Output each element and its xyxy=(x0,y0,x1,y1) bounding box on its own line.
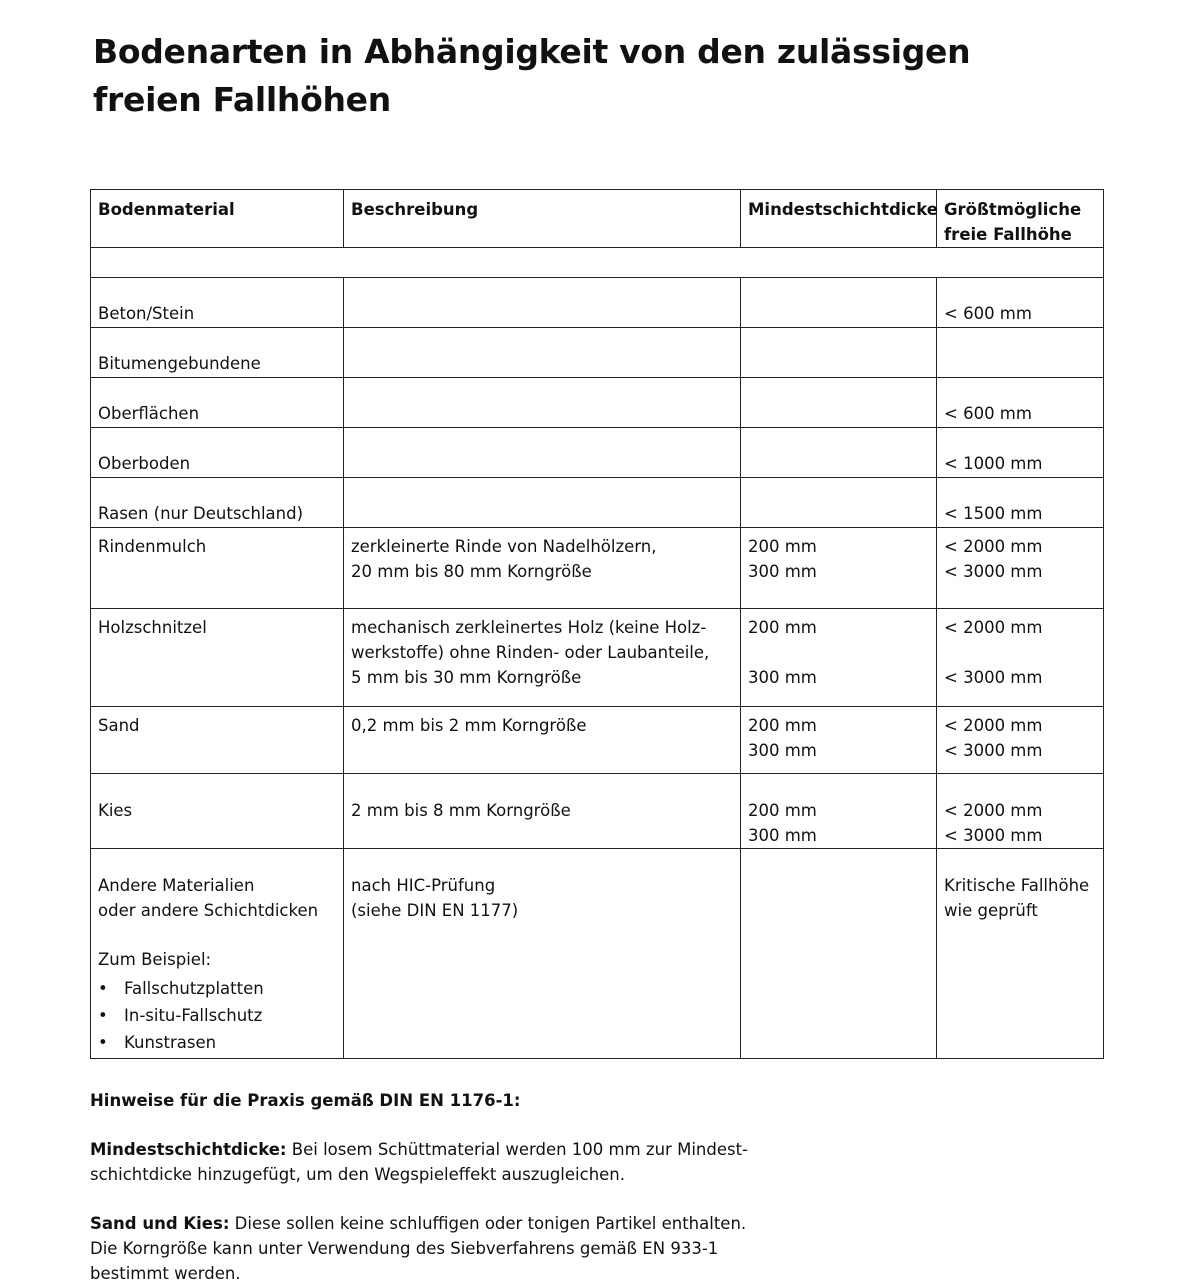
thickness-cell xyxy=(741,278,937,328)
header-max-height-line-2: freie Fallhöhe xyxy=(944,225,1072,244)
material-cell: Oberboden xyxy=(91,428,344,478)
line-gap xyxy=(748,640,929,665)
thickness-value: 300 mm xyxy=(748,562,817,581)
thickness-cell xyxy=(741,609,937,707)
max-height-cell xyxy=(937,328,1104,378)
height-value: < 2000 mm xyxy=(944,801,1043,820)
bullet-icon: • xyxy=(98,979,108,998)
height-value: < 2000 mm xyxy=(944,537,1043,556)
thickness-cell xyxy=(741,774,937,849)
max-height-cell xyxy=(937,707,1104,774)
description-line: nach HIC-Prüfung xyxy=(351,876,496,895)
height-value: < 2000 mm xyxy=(944,618,1043,637)
description-line: (siehe DIN EN 1177) xyxy=(351,901,519,920)
header-description: Beschreibung xyxy=(344,190,741,248)
max-height-cell: < 1500 mm xyxy=(937,478,1104,528)
material-line: oder andere Schichtdicken xyxy=(98,901,319,920)
max-height-cell: < 600 mm xyxy=(937,378,1104,428)
thickness-value: 200 mm xyxy=(748,618,817,637)
note-text: bestimmt werden. xyxy=(90,1264,241,1283)
thickness-cell xyxy=(741,528,937,609)
description-cell xyxy=(344,278,741,328)
example-text: In-situ-Fallschutz xyxy=(124,1006,263,1025)
table-spacer-row xyxy=(91,248,1104,278)
thickness-value: 300 mm xyxy=(748,826,817,845)
note-label: Mindestschichtdicke: xyxy=(90,1140,287,1159)
description-line: werkstoffe) ohne Rinden- oder Laubanteile, xyxy=(351,643,710,662)
max-height-cell xyxy=(937,528,1104,609)
header-material: Bodenmaterial xyxy=(91,190,344,248)
list-item xyxy=(98,1029,336,1056)
list-item xyxy=(98,975,336,1002)
notes-heading: Hinweise für die Praxis gemäß DIN EN 1176-1: xyxy=(90,1091,521,1110)
example-text: Fallschutzplatten xyxy=(124,979,264,998)
material-cell: Beton/Stein xyxy=(91,278,344,328)
title-line-2: freien Fallhöhen xyxy=(93,80,391,119)
note-text: Die Korngröße kann unter Verwendung des Siebverfahrens gemäß EN 933-1 xyxy=(90,1239,719,1258)
material-cell: Kies xyxy=(91,774,344,849)
description-line: 20 mm bis 80 mm Korngröße xyxy=(351,562,592,581)
thickness-value: 200 mm xyxy=(748,801,817,820)
description-line: 5 mm bis 30 mm Korngröße xyxy=(351,668,582,687)
thickness-cell xyxy=(741,849,937,1059)
material-cell xyxy=(91,849,344,1059)
max-height-cell: < 600 mm xyxy=(937,278,1104,328)
spacer-cell xyxy=(91,248,1104,278)
bullet-icon: • xyxy=(98,1033,108,1052)
table-row xyxy=(91,378,1104,428)
header-max-height-line-1: Größtmögliche xyxy=(944,200,1082,219)
material-line: Andere Materialien xyxy=(98,876,255,895)
table-row xyxy=(91,849,1104,1059)
note-min-thickness xyxy=(90,1137,790,1187)
height-value: < 3000 mm xyxy=(944,826,1043,845)
height-value: < 3000 mm xyxy=(944,562,1043,581)
surface-materials-table xyxy=(90,189,1104,1059)
title-line-1: Bodenarten in Abhängigkeit von den zulässigen xyxy=(93,32,971,71)
page-title xyxy=(93,28,1093,124)
bullet-icon: • xyxy=(98,1006,108,1025)
thickness-cell xyxy=(741,328,937,378)
note-text: schichtdicke hinzugefügt, um den Wegspieleffekt auszugleichen. xyxy=(90,1165,626,1184)
example-list xyxy=(98,975,336,1056)
thickness-cell xyxy=(741,378,937,428)
max-height-cell: < 1000 mm xyxy=(937,428,1104,478)
note-label: Sand und Kies: xyxy=(90,1214,230,1233)
height-value: < 2000 mm xyxy=(944,716,1043,735)
thickness-value: 300 mm xyxy=(748,741,817,760)
description-cell xyxy=(344,328,741,378)
description-line: zerkleinerte Rinde von Nadelhölzern, xyxy=(351,537,657,556)
table-row xyxy=(91,528,1104,609)
table-row xyxy=(91,428,1104,478)
table-row xyxy=(91,478,1104,528)
material-cell: Sand xyxy=(91,707,344,774)
thickness-cell xyxy=(741,428,937,478)
note-sand-kies xyxy=(90,1211,790,1286)
description-cell xyxy=(344,378,741,428)
description-cell xyxy=(344,609,741,707)
table-row xyxy=(91,278,1104,328)
description-line: mechanisch zerkleinertes Holz (keine Holz- xyxy=(351,618,707,637)
description-cell xyxy=(344,528,741,609)
description-cell: 2 mm bis 8 mm Korngröße xyxy=(344,774,741,849)
description-cell xyxy=(344,849,741,1059)
table-row xyxy=(91,707,1104,774)
header-max-height xyxy=(937,190,1104,248)
header-min-thickness: Mindestschichtdicke xyxy=(741,190,937,248)
material-cell: Rindenmulch xyxy=(91,528,344,609)
description-cell xyxy=(344,428,741,478)
height-value: < 3000 mm xyxy=(944,741,1043,760)
thickness-value: 200 mm xyxy=(748,537,817,556)
thickness-value: 200 mm xyxy=(748,716,817,735)
list-item xyxy=(98,1002,336,1029)
table-row xyxy=(91,609,1104,707)
description-cell xyxy=(344,478,741,528)
description-cell: 0,2 mm bis 2 mm Korngröße xyxy=(344,707,741,774)
height-line: wie geprüft xyxy=(944,901,1038,920)
height-line: Kritische Fallhöhe xyxy=(944,876,1090,895)
material-cell: Rasen (nur Deutschland) xyxy=(91,478,344,528)
material-cell: Holzschnitzel xyxy=(91,609,344,707)
height-value: < 3000 mm xyxy=(944,668,1043,687)
table-row xyxy=(91,328,1104,378)
note-text: Diese sollen keine schluffigen oder tonigen Partikel enthalten. xyxy=(229,1214,747,1233)
max-height-cell xyxy=(937,849,1104,1059)
max-height-cell xyxy=(937,774,1104,849)
line-gap xyxy=(944,640,1096,665)
thickness-cell xyxy=(741,478,937,528)
material-cell: Oberflächen xyxy=(91,378,344,428)
practice-notes xyxy=(90,1088,790,1286)
max-height-cell xyxy=(937,609,1104,707)
note-text: Bei losem Schüttmaterial werden 100 mm zur Mindest- xyxy=(286,1140,748,1159)
example-text: Kunstrasen xyxy=(124,1033,217,1052)
table-header-row xyxy=(91,190,1104,248)
example-label: Zum Beispiel: xyxy=(98,950,212,969)
thickness-cell xyxy=(741,707,937,774)
material-cell: Bitumengebundene xyxy=(91,328,344,378)
thickness-value: 300 mm xyxy=(748,668,817,687)
table-row xyxy=(91,774,1104,849)
